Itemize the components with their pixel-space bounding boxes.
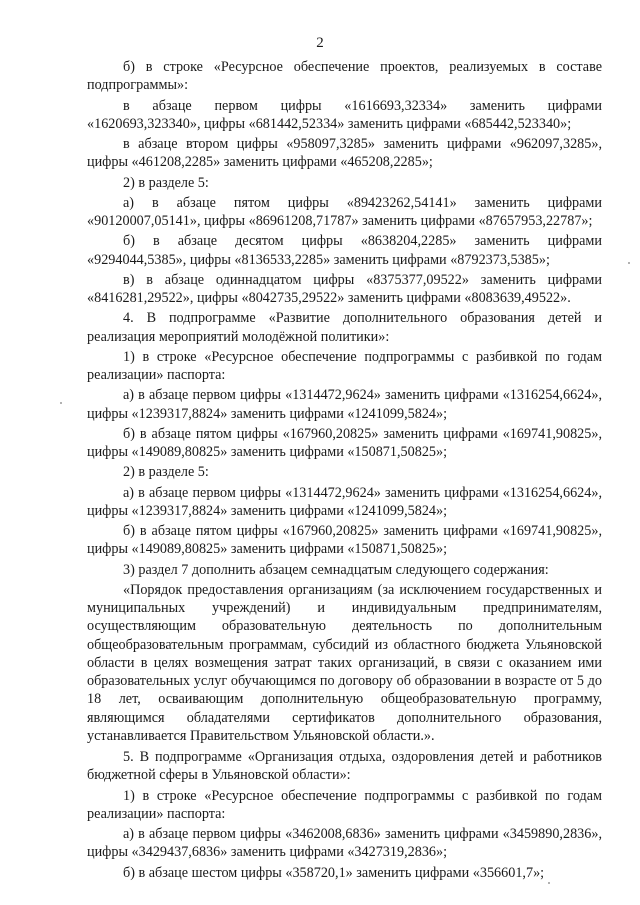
scan-speck [628, 262, 630, 264]
paragraph: а) в абзаце первом цифры «3462008,6836» заменить цифрами «3459890,2836», цифры «3429437,6836» заменить цифрами «3427319,2836»; [87, 826, 602, 861]
document-body [87, 58, 602, 882]
scan-speck [60, 402, 62, 404]
paragraph: в) в абзаце одиннадцатом цифры «8375377,09522» заменить цифрами «8416281,29522», цифры «8042735,29522» заменить цифрами «8083639,49522». [87, 271, 602, 306]
paragraph: б) в абзаце пятом цифры «167960,20825» заменить цифрами «169741,90825», цифры «149089,80825» заменить цифрами «150871,50825»; [87, 425, 602, 460]
page-number: 2 [316, 35, 324, 51]
paragraph: в абзаце втором цифры «958097,3285» заменить цифрами «962097,3285», цифры «461208,2285» заменить цифрами «465208,2285»; [87, 136, 602, 171]
paragraph: 2) в разделе 5: [123, 464, 209, 481]
paragraph: 4. В подпрограмме «Развитие дополнительного образования детей и реализация мероприятий молодёжной политики»: [87, 310, 602, 345]
paragraph: а) в абзаце первом цифры «1314472,9624» заменить цифрами «1316254,6624», цифры «1239317,8824» заменить цифрами «1241099,5824»; [87, 387, 602, 422]
paragraph: «Порядок предоставления организациям (за исключением государственных и муниципальных учреждений) и индивидуальным предпринимателям, осуществляющим образовательную деятельность по дополнительным общеобразовательным программам, субсидий из областного бюджета Ульяновской области в целях возмещения затрат таких организаций, в связи с оказанием ими образовательных услуг обучающимся по договору об образовании в возрасте от 5 до 18 лет, осваивающим дополнительную общеобразовательную программу, являющимся обладателями сертификатов дополнительного образования, устанавливается Правительством Ульяновской области.». [87, 581, 602, 744]
paragraph: б) в строке «Ресурсное обеспечение проектов, реализуемых в составе подпрограммы»: [87, 59, 602, 94]
paragraph: 2) в разделе 5: [123, 174, 209, 191]
paragraph: б) в абзаце десятом цифры «8638204,2285» заменить цифрами «9294044,5385», цифры «8136533,2285» заменить цифрами «8792373,5385»; [87, 233, 602, 268]
paragraph: б) в абзаце шестом цифры «358720,1» заменить цифрами «356601,7»; [123, 864, 545, 881]
paragraph: в абзаце первом цифры «1616693,32334» заменить цифрами «1620693,323340», цифры «681442,52334» заменить цифрами «685442,523340»; [87, 97, 602, 132]
scan-speck [548, 882, 550, 884]
paragraph: 5. В подпрограмме «Организация отдыха, оздоровления детей и работников бюджетной сферы в Ульяновской области»: [87, 749, 602, 784]
paragraph: 3) раздел 7 дополнить абзацем семнадцатым следующего содержания: [123, 561, 549, 578]
paragraph: а) в абзаце первом цифры «1314472,9624» заменить цифрами «1316254,6624», цифры «1239317,8824» заменить цифрами «1241099,5824»; [87, 484, 602, 519]
paragraph: б) в абзаце пятом цифры «167960,20825» заменить цифрами «169741,90825», цифры «149089,80825» заменить цифрами «150871,50825»; [87, 523, 602, 558]
paragraph: 1) в строке «Ресурсное обеспечение подпрограммы с разбивкой по годам реализации» паспорта: [87, 348, 602, 383]
paragraph: 1) в строке «Ресурсное обеспечение подпрограммы с разбивкой по годам реализации» паспорта: [87, 787, 602, 822]
paragraph: а) в абзаце пятом цифры «89423262,54141» заменить цифрами «90120007,05141», цифры «86961208,71787» заменить цифрами «87657953,22787»; [87, 194, 602, 229]
